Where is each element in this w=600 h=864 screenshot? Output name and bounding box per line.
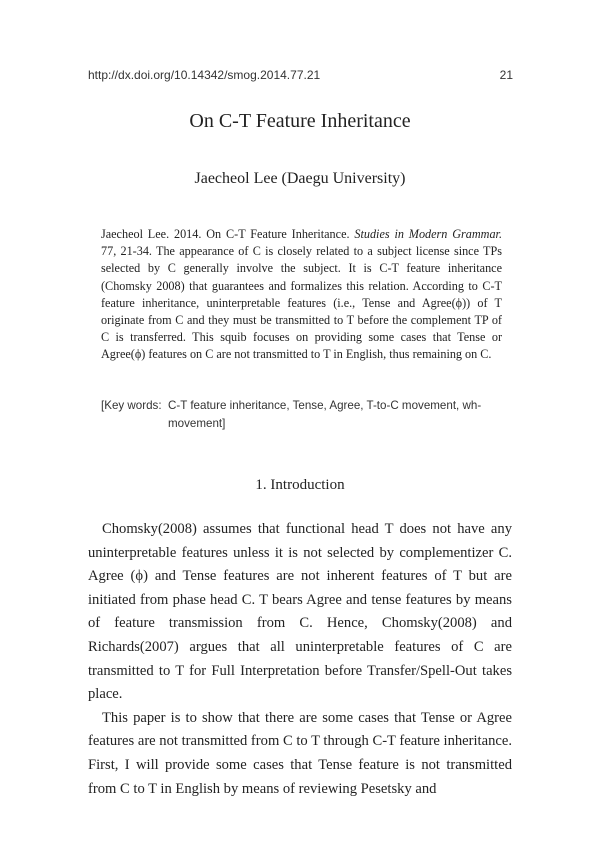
doi-link[interactable]: http://dx.doi.org/10.14342/smog.2014.77.21 [88,68,321,82]
keywords-list: C-T feature inheritance, Tense, Agree, T-to-C movement, wh-movement] [168,399,482,430]
author-line: Jaecheol Lee (Daegu University) [194,170,406,187]
body-text [88,518,512,801]
paper-title: On C-T Feature Inheritance [189,110,411,132]
journal-name: Studies in Modern Grammar. [354,227,502,241]
body-paragraph: This paper is to show that there are some cases that Tense or Agree features are not transmitted from C to T through C-T feature inheritance. First, I will provide some cases that Tense feature is not transmitted from C to T in English by means of reviewing Pesetsky and [88,709,512,797]
abstract-text: 77, 21-34. The appearance of C is closely related to a subject license since TPs selected by C generally involve the subject. It is C-T feature inheritance (Chomsky 2008) that guarantees and formalizes this relation. According to C-T feature inheritance, uninterpretable features (i.e., Tense and Agree(ϕ)) of T originate from C and they must be transmitted to T before the complement TP of C is transferred. This squib focuses on providing some cases that Tense or Agree(ϕ) features on C are not transmitted to T in English, thus remaining on C. [101,244,502,362]
abstract [101,226,502,364]
body-paragraph: Chomsky(2008) assumes that functional head T does not have any uninterpretable features unless it is not selected by complementizer C. Agree (ϕ) and Tense features are not inherent features of T but are initiated from phase head C. T bears Agree and tense features by means of feature transmission from C. Hence, Chomsky(2008) and Richards(2007) argues that all uninterpretable features of C are transmitted to T for Full Interpretation before Transfer/Spell-Out takes place. [88,521,512,703]
abstract-citation: Jaecheol Lee. 2014. On C-T Feature Inheritance. [101,227,355,241]
keywords [101,397,506,433]
section-heading: 1. Introduction [255,477,345,493]
page-number: 21 [499,68,513,82]
keywords-label: [Key words: [101,399,162,412]
running-header [88,68,513,84]
